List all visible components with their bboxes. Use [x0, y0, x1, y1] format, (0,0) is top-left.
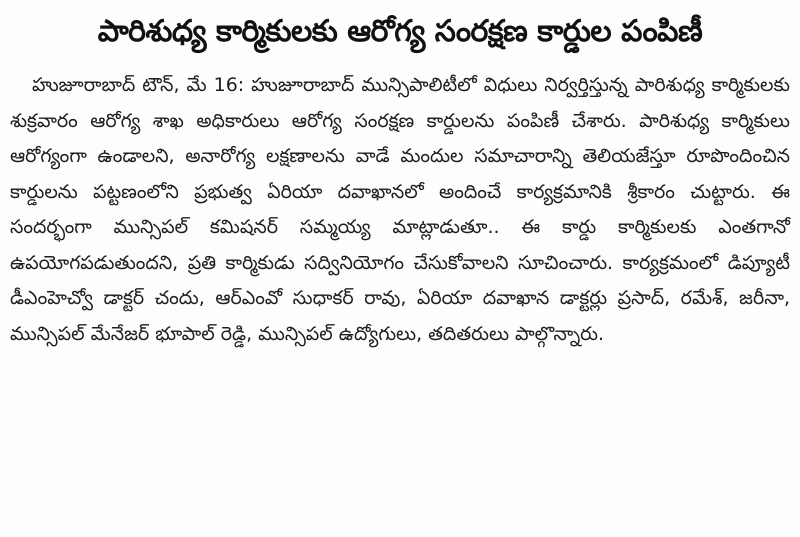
article-body: హుజూరాబాద్ టౌన్, మే 16: హుజూరాబాద్ మున్సిపాలిటీలో విధులు నిర్వర్తిస్తున్న పారిశుధ్య కార్మికులకు శుక్రవారం ఆరోగ్య శాఖ అధికారులు ఆరోగ్య సంరక్షణ కార్డులను పంపిణీ చేశారు. పారిశుధ్య కార్మికులు ఆరోగ్యంగా ఉండాలని, అనారోగ్య లక్షణాలను వాడే మందుల సమాచారాన్ని తెలియజేస్తూ రూపొందించిన కార్డులను పట్టణంలోని ప్రభుత్వ ఏరియా దవాఖానలో అందించే కార్యక్రమానికి శ్రీకారం చుట్టారు. ఈ సందర్భంగా మున్సిపల్ కమిషనర్ సమ్మయ్య మాట్లాడుతూ.. ఈ కార్డు కార్మికులకు ఎంతగానో ఉపయోగపడుతుందని, ప్రతి కార్మికుడు సద్వినియోగం చేసుకోవాలని సూచించారు. కార్యక్రమంలో డిప్యూటీ డీఎంహెచ్వో డాక్టర్ చందు, ఆర్ఎంవో సుధాకర్ రావు, ఏరియా దవాఖాన డాక్టర్లు ప్రసాద్, రమేశ్, జరీనా, మున్సిపల్ మేనేజర్ భూపాల్ రెడ్డి, మున్సిపల్ ఉద్యోగులు, తదితరులు పాల్గొన్నారు. [10, 74, 790, 345]
next-article-headline-cropped [0, 512, 800, 537]
article-headline: పారిశుధ్య కార్మికులకు ఆరోగ్య సంరక్షణ కార్డుల పంపిణీ [97, 14, 703, 49]
